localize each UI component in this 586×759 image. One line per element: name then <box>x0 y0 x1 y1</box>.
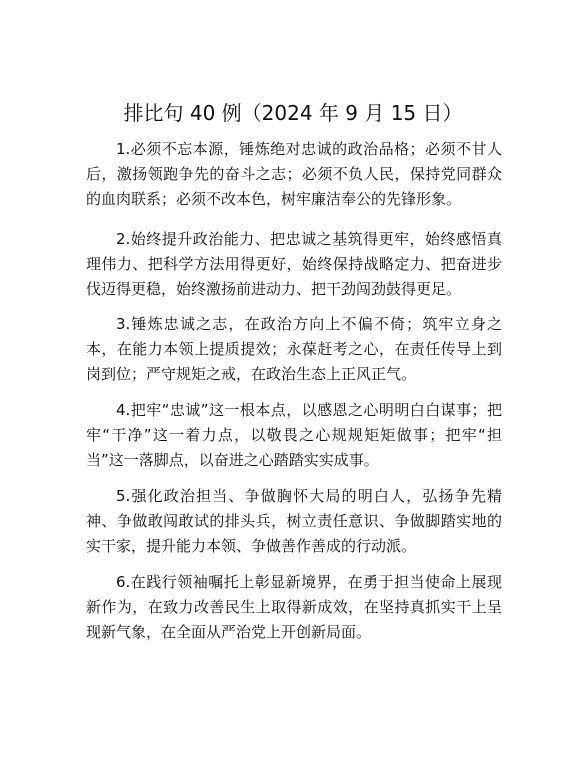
paragraph-1: 1.必须不忘本源，锤炼绝对忠诚的政治品格；必须不甘人后，激扬领跑争先的奋斗之志；必须不负人民，保持党同群众的血肉联系；必须不改本色，树牢廉洁奉公的先锋形象。 <box>86 140 502 208</box>
paragraph-5: 5.强化政治担当、争做胸怀大局的明白人，弘扬争先精神、争做敢闯敢试的排头兵，树立责任意识、争做脚踏实地的实干家，提升能力本领、争做善作善成的行动派。 <box>86 487 502 555</box>
paragraph-4: 4.把牢“忠诚”这一根本点，以感恩之心明明白白谋事；把牢“干净”这一着力点，以敬畏之心规规矩矩做事；把牢“担当”这一落脚点，以奋进之心踏踏实实成事。 <box>86 401 502 469</box>
paragraph-2: 2.始终提升政治能力、把忠诚之基筑得更牢，始终感悟真理伟力、把科学方法用得更好，始终保持战略定力、把奋进步伐迈得更稳，始终激扬前进动力、把干劲闯劲鼓得更足。 <box>86 230 502 298</box>
document-title: 排比句 40 例（2024 年 9 月 15 日） <box>123 101 463 125</box>
paragraph-6: 6.在践行领袖嘱托上彰显新境界，在勇于担当使命上展现新作为，在致力改善民生上取得新成效，在坚持真抓实干上呈现新气象，在全面从严治党上开创新局面。 <box>86 573 502 641</box>
paragraph-3: 3.锤炼忠诚之志，在政治方向上不偏不倚；筑牢立身之本，在能力本领上提质提效；永葆赶考之心，在责任传导上到岗到位；严守规矩之戒，在政治生态上正风正气。 <box>86 315 502 383</box>
